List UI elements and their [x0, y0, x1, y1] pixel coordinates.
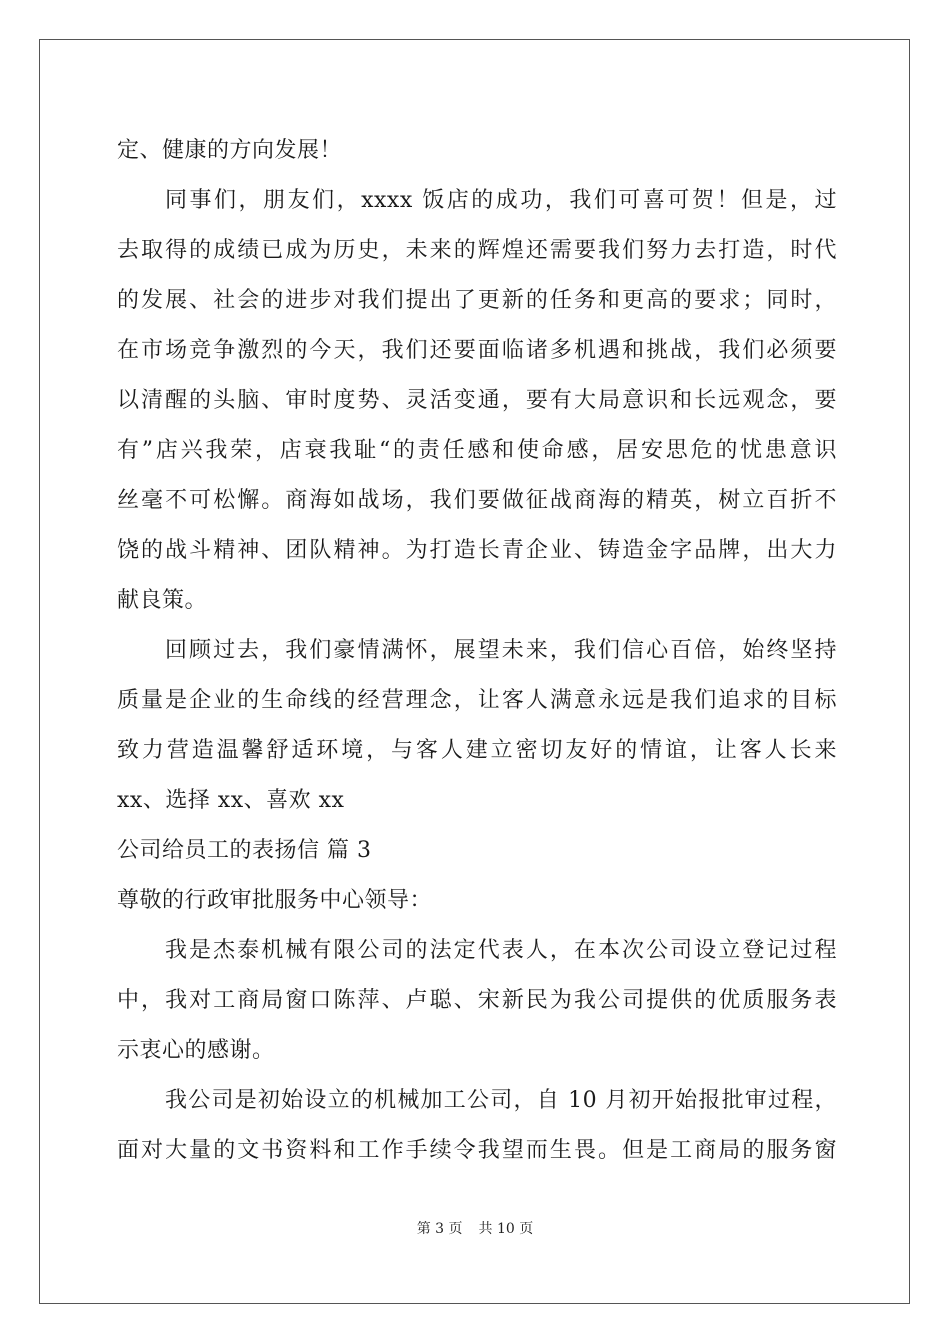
paragraph-first-line: 我公司是初始设立的机械加工公司，自 10 月初开始报批审过程，	[165, 1088, 837, 1113]
text-line: 定、健康的方向发展！	[117, 138, 343, 163]
section-heading: 公司给员工的表扬信 篇 3	[117, 838, 372, 863]
page-total: 共 10 页	[478, 1221, 534, 1237]
text-line: 中，我对工商局窗口陈萍、卢聪、宋新民为我公司提供的优质服务表	[117, 988, 837, 1013]
text-line: 面对大量的文书资料和工作手续令我望而生畏。但是工商局的服务窗	[117, 1138, 837, 1163]
text-line: 在市场竞争激烈的今天，我们还要面临诸多机遇和挑战，我们必须要	[117, 338, 837, 363]
text-line: 示衷心的感谢。	[117, 1038, 275, 1063]
text-line: 以清醒的头脑、审时度势、灵活变通，要有大局意识和长远观念，要	[117, 388, 837, 413]
text-line: 丝毫不可松懈。商海如战场，我们要做征战商海的精英，树立百折不	[117, 488, 837, 513]
page-number: 第 3 页	[416, 1221, 463, 1237]
text-line: 饶的战斗精神、团队精神。为打造长青企业、铸造金字品牌，出大力	[117, 538, 837, 563]
text-line: 致力营造温馨舒适环境，与客人建立密切友好的情谊，让客人长来	[117, 738, 837, 763]
text-line: 有”店兴我荣，店衰我耻“的责任感和使命感，居安思危的忧患意识	[117, 438, 837, 463]
text-line: 献良策。	[117, 588, 208, 613]
text-line: xx、选择 xx、喜欢 xx	[117, 788, 345, 813]
text-line: 的发展、社会的进步对我们提出了更新的任务和更高的要求；同时，	[117, 288, 837, 313]
paragraph-first-line: 回顾过去，我们豪情满怀，展望未来，我们信心百倍，始终坚持	[165, 638, 837, 663]
paragraph-first-line: 同事们，朋友们，xxxx 饭店的成功，我们可喜可贺！但是，过	[165, 188, 837, 213]
paragraph-first-line: 我是杰泰机械有限公司的法定代表人，在本次公司设立登记过程	[165, 938, 837, 963]
document-body	[117, 126, 837, 1176]
salutation: 尊敬的行政审批服务中心领导：	[117, 888, 433, 913]
text-line: 质量是企业的生命线的经营理念，让客人满意永远是我们追求的目标	[117, 688, 837, 713]
page-footer	[0, 1218, 950, 1238]
text-line: 去取得的成绩已成为历史，未来的辉煌还需要我们努力去打造，时代	[117, 238, 837, 263]
